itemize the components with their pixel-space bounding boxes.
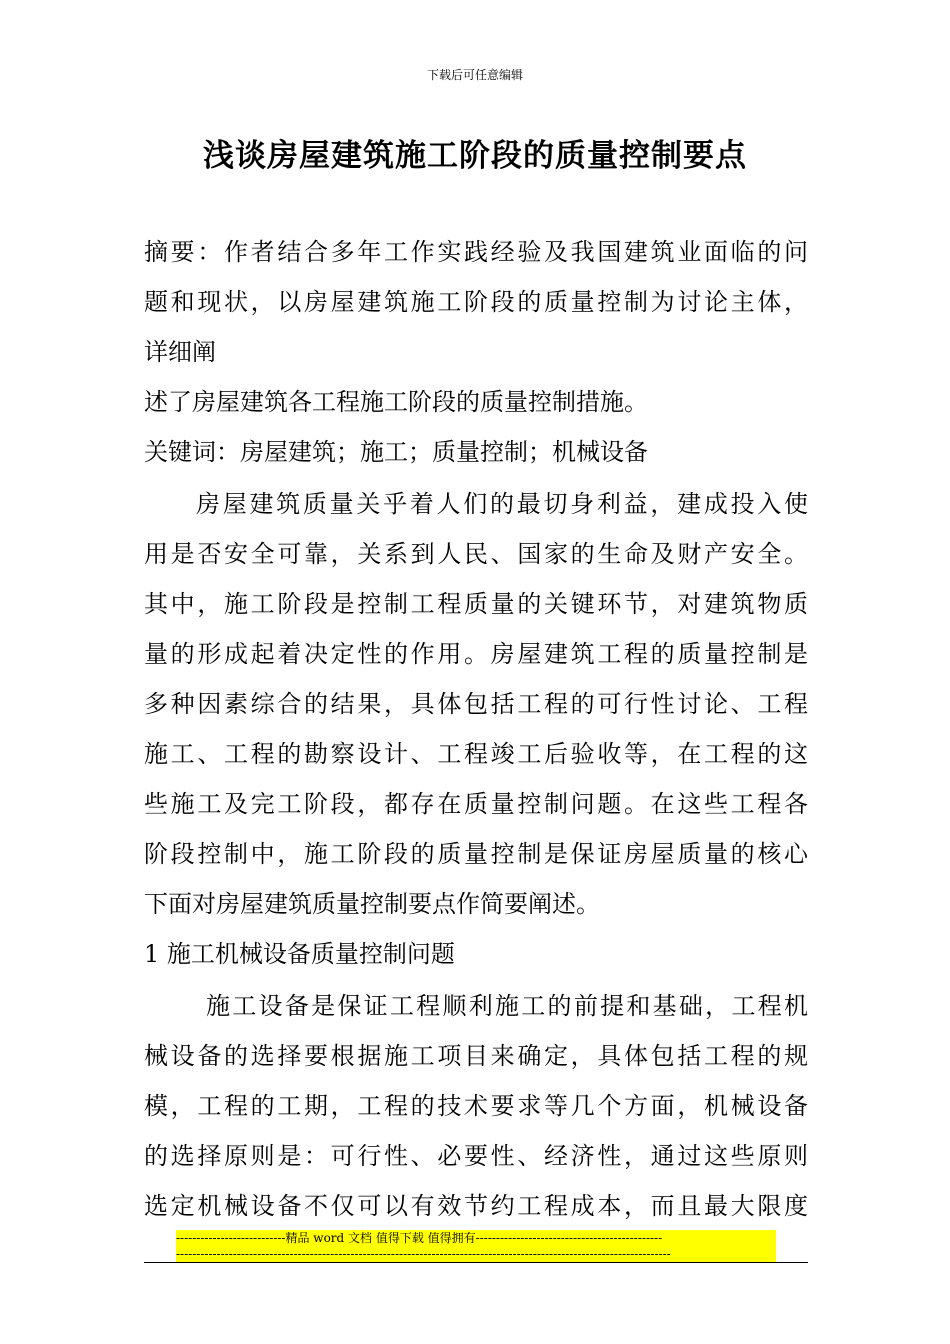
body-line-1: 房屋建筑质量关乎着人们的最切身利益，建成投入使: [196, 490, 808, 518]
footer-banner-line-2: --------------------------------------------------------------------------------------------------------------------------: [176, 1246, 776, 1262]
section1-line-5: 选定机械设备不仅可以有效节约工程成本，而且最大限度: [144, 1192, 808, 1220]
abstract-line-1: 摘要：作者结合多年工作实践经验及我国建筑业面临的问: [144, 238, 808, 266]
section1-line-2: 械设备的选择要根据施工项目来确定，具体包括工程的规: [144, 1042, 808, 1070]
body-line-7: 些施工及完工阶段，都存在质量控制问题。在这些工程各: [144, 790, 808, 818]
abstract-line-3: 详细阐: [144, 338, 216, 366]
abstract-line-2: 题和现状，以房屋建筑施工阶段的质量控制为讨论主体，: [144, 288, 808, 316]
section1-line-3: 模，工程的工期，工程的技术要求等几个方面，机械设备: [144, 1092, 808, 1120]
footer-banner-line-1: ---------------------------精品 word 文档 值得下载 值得拥有----------------------------------------------: [176, 1230, 776, 1246]
keywords-line: 关键词：房屋建筑；施工；质量控制；机械设备: [144, 438, 648, 466]
body-line-4: 量的形成起着决定性的作用。房屋建筑工程的质量控制是: [144, 640, 808, 668]
body-line-2: 用是否安全可靠，关系到人民、国家的生命及财产安全。: [144, 540, 808, 568]
page-header: 下载后可任意编辑: [426, 68, 523, 82]
section1-line-1: 施工设备是保证工程顺利施工的前提和基础，工程机: [206, 992, 808, 1020]
abstract-line-4: 述了房屋建筑各工程施工阶段的质量控制措施。: [144, 388, 648, 416]
body-line-8: 阶段控制中，施工阶段的质量控制是保证房屋质量的核心: [144, 840, 808, 868]
body-line-3: 其中，施工阶段是控制工程质量的关键环节，对建筑物质: [144, 590, 808, 618]
section-heading-1: 1 施工机械设备质量控制问题: [144, 940, 455, 968]
footer-rule: [144, 1262, 808, 1263]
section1-line-4: 的选择原则是：可行性、必要性、经济性，通过这些原则: [144, 1142, 808, 1170]
body-line-6: 施工、工程的勘察设计、工程竣工后验收等，在工程的这: [144, 740, 808, 768]
body-line-9: 下面对房屋建筑质量控制要点作简要阐述。: [144, 890, 600, 918]
body-line-5: 多种因素综合的结果，具体包括工程的可行性讨论、工程: [144, 690, 808, 718]
document-title: 浅谈房屋建筑施工阶段的质量控制要点: [203, 138, 747, 174]
